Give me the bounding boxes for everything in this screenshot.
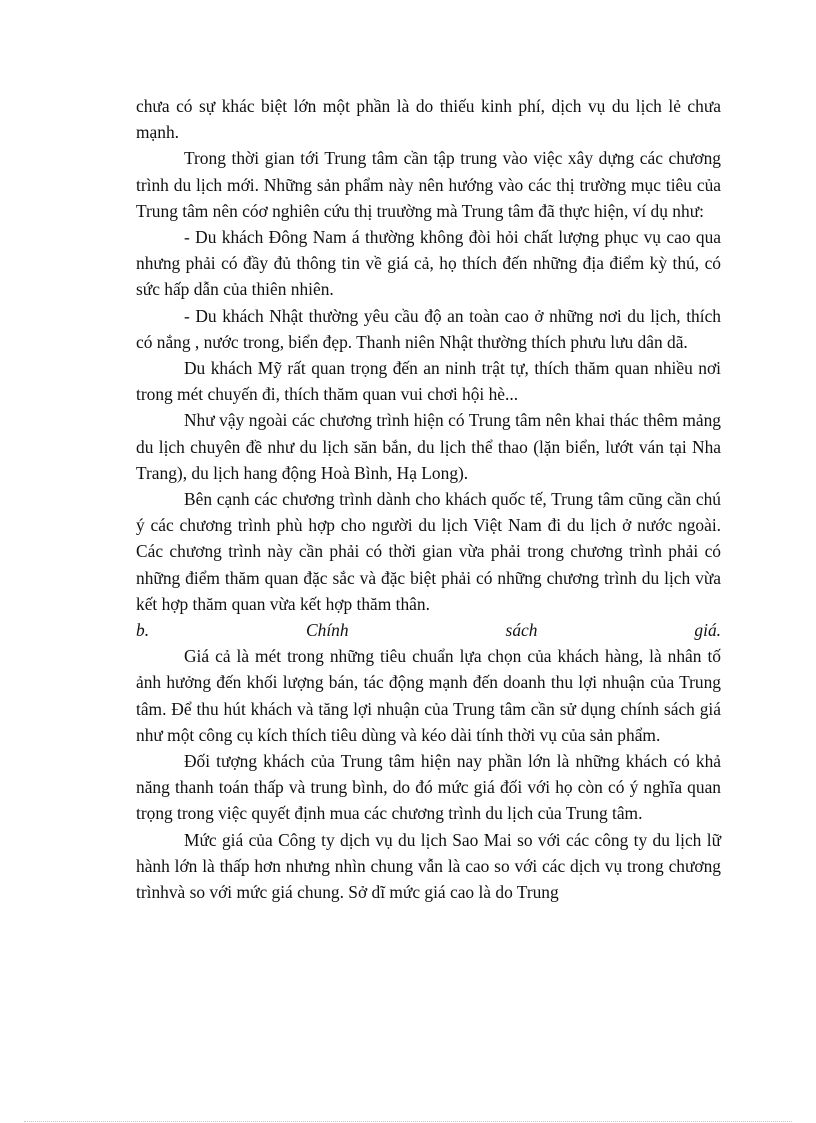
heading-word: b. <box>136 620 150 641</box>
paragraph-3: - Du khách Đông Nam á thường không đòi hỏi chất lượng phục vụ cao qua nhưng phải có đầy đủ thông tin về giá cả, họ thích đến những địa điểm kỳ thú, có sức hấp dẫn của thiên nhiên. <box>136 227 721 300</box>
heading-word: giá. <box>694 620 721 641</box>
paragraph-10: Đối tượng khách của Trung tâm hiện nay phần lớn là những khách có khả năng thanh toán thấp và trung bình, do đó mức giá đối với họ còn có ý nghĩa quan trọng trong việc quyết định mua các chương trình du lịch của Trung tâm. <box>136 751 721 824</box>
paragraph-6: Như vậy ngoài các chương trình hiện có Trung tâm nên khai thác thêm mảng du lịch chuyên đề như du lịch săn bắn, du lịch thể thao (lặn biển, lướt ván tại Nha Trang), du lịch hang động Hoà Bình, Hạ Long). <box>136 410 721 483</box>
page-bottom-rule <box>24 1121 792 1122</box>
paragraph-5: Du khách Mỹ rất quan trọng đến an ninh trật tự, thích thăm quan nhiều nơi trong mét chuyến đi, thích thăm quan vui chơi hội hè... <box>136 358 721 405</box>
section-heading <box>136 617 721 643</box>
paragraph-9: Giá cả là mét trong những tiêu chuẩn lựa chọn của khách hàng, là nhân tố ảnh hưởng đến khối lượng bán, tác động mạnh đến doanh thu lợi nhuận của Trung tâm. Để thu hút khách và tăng lợi nhuận của Trung tâm cần sử dụng chính sách giá như một công cụ kích thích tiêu dùng và kéo dài tính thời vụ của sản phẩm. <box>136 646 721 745</box>
paragraph-1: chưa có sự khác biệt lớn một phần là do thiếu kinh phí, dịch vụ du lịch lẻ chưa mạnh. <box>136 96 721 143</box>
paragraph-7: Bên cạnh các chương trình dành cho khách quốc tế, Trung tâm cũng cần chú ý các chương trình phù hợp cho người du lịch Việt Nam đi du lịch ở nước ngoài. Các chương trình này cần phải có thời gian vừa phải trong chương trình phải có những điểm thăm quan đặc sắc và đặc biệt phải có những chương trình du lịch vừa kết hợp thăm quan vừa kết hợp thăm thân. <box>136 489 721 614</box>
paragraph-11: Mức giá của Công ty dịch vụ du lịch Sao Mai so với các công ty du lịch lữ hành lớn là thấp hơn nhưng nhìn chung vẫn là cao so với các dịch vụ trong chương trìnhvà so với mức giá chung. Sở dĩ mức giá cao là do Trung <box>136 829 721 903</box>
heading-word: sách <box>505 620 538 641</box>
paragraph-2: Trong thời gian tới Trung tâm cần tập trung vào việc xây dựng các chương trình du lịch mới. Những sản phẩm này nên hướng vào các thị trường mục tiêu của Trung tâm nên cóơ nghiên cứu thị truường mà Trung tâm đã thực hiện, ví dụ như: <box>136 148 721 221</box>
heading-word: Chính <box>306 620 349 641</box>
paragraph-4: - Du khách Nhật thường yêu cầu độ an toàn cao ở những nơi du lịch, thích có nắng , nước trong, biển đẹp. Thanh niên Nhật thường thích phưu lưu dân dã. <box>136 305 721 352</box>
body-text <box>136 93 721 905</box>
